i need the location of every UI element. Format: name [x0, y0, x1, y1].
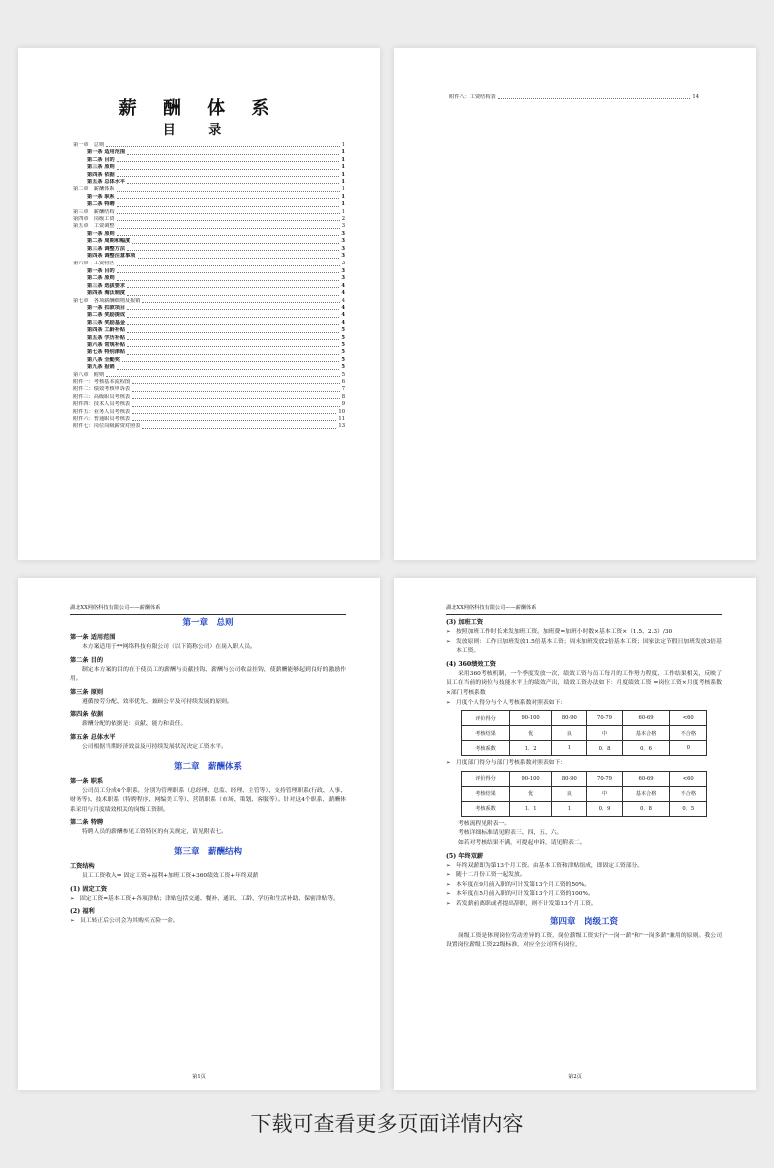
table-row: [462, 741, 707, 756]
bullet-item: ➢ 固定工资=基本工资+各项津贴；津贴包括交通、餐补、通讯、工龄、学历和生活补助、保密津贴等。: [70, 895, 346, 905]
paragraph: 如若对考核结果不满，可提起申诉，请见附表二。: [458, 839, 586, 846]
toc-entry[interactable]: [73, 164, 345, 171]
toc-entry-page: 5: [341, 356, 345, 363]
table-cell: <60: [670, 771, 707, 786]
table-cell: 评价得分: [462, 771, 510, 786]
toc-entry[interactable]: [73, 283, 345, 290]
toc-entry-page: 1: [341, 171, 345, 178]
table-cell: 1．1: [509, 801, 551, 816]
toc-entry-page: 1: [341, 156, 345, 163]
toc-entry[interactable]: [73, 246, 345, 253]
table-cell: 90-100: [509, 771, 551, 786]
toc-entry-page: 1: [341, 179, 345, 186]
toc-entry-page: 3: [341, 245, 345, 252]
toc-leader-dots: [117, 176, 340, 177]
department-coefficient-table: [461, 771, 707, 817]
table-cell: 不合格: [670, 786, 707, 801]
toc-leader-dots: [127, 324, 339, 325]
toc-entry[interactable]: [73, 179, 345, 186]
toc-entry[interactable]: [73, 357, 345, 364]
toc-entry-page: 1: [341, 201, 345, 208]
toc-leader-dots: [132, 406, 340, 407]
section-heading: (3) 加班工资: [446, 619, 484, 626]
toc-entry[interactable]: [73, 186, 345, 193]
table-cell: 基本合格: [622, 786, 670, 801]
table-cell: 不合格: [670, 726, 707, 741]
doc-page-3: [18, 578, 380, 1090]
toc-entry[interactable]: [73, 312, 345, 319]
toc-entry-label: 第一条 职系: [87, 193, 115, 200]
table-cell: 90-100: [509, 711, 551, 726]
bullet-item: ➢ 本年度在5月前入职的可计发第13个月工资的100%。: [446, 890, 722, 900]
toc-entry-page: 5: [341, 364, 345, 371]
bullet-item: ➢ 本年度在9月前入职的可计发第13个月工资的50%。: [446, 881, 722, 891]
toc-entry[interactable]: [73, 320, 345, 327]
page-number: 第2页: [568, 1074, 582, 1080]
table-cell: 0．8: [622, 801, 670, 816]
toc-leader-dots: [127, 309, 339, 310]
toc-entry[interactable]: [73, 142, 345, 149]
toc-entry-label: 第四条 依据: [87, 171, 115, 178]
paragraph: 员工工资收入= 固定工资+福利+加班工资+360绩效工资+年终双薪: [82, 872, 259, 879]
toc-entry[interactable]: [73, 223, 345, 230]
toc-leader-dots: [127, 287, 339, 288]
toc-entry-label: 第一章 总则: [73, 142, 105, 148]
toc-entry-page: 5: [341, 327, 345, 334]
toc-entry-label: 第三条 选拔要求: [87, 282, 126, 289]
table-cell: 70-79: [587, 771, 622, 786]
download-caption: 下载可查看更多页面详情内容: [250, 1112, 524, 1136]
bullet-item: ➢ 月度部门得分与部门考核系数对照表如下：: [446, 759, 722, 769]
chapter-heading: 第一章 总则: [182, 618, 234, 628]
paragraph: 公司根据当期经济效益及可持续发展状况决定工资水平。: [82, 743, 227, 750]
doc-page-1: [18, 48, 380, 560]
toc-entry[interactable]: [73, 290, 345, 297]
toc-entry-label: 第四条 工龄补贴: [87, 327, 126, 334]
toc-entry-label: 第二章 薪酬体系: [73, 186, 115, 193]
paragraph: 薪酬分配的依据是：贡献、能力和责任。: [82, 721, 187, 728]
toc-entry-label: 第二条 奖励提成: [87, 312, 126, 319]
toc-entry-label: 第八章 附则: [73, 371, 105, 378]
bullet-item: ➢ 发放原则：工作日加班发放1.5倍基本工资；周末加班发放2倍基本工资；国家法定节假日加班发放3倍基本工资。: [446, 638, 722, 657]
toc-entry-page: 4: [341, 304, 345, 311]
table-cell: 60-69: [622, 771, 670, 786]
article-heading: 第五条 总体水平: [70, 733, 116, 741]
toc-entry-page: 8: [341, 393, 345, 400]
toc-entry-label: 第五章 工资调整: [73, 223, 115, 230]
toc-entry[interactable]: [73, 372, 345, 379]
toc-entry[interactable]: [73, 209, 345, 216]
table-cell: 优: [509, 726, 551, 741]
table-cell: 中: [587, 786, 622, 801]
toc-leader-dots: [117, 169, 340, 170]
table-cell: 0．9: [587, 801, 622, 816]
toc-entry-page: 5: [341, 341, 345, 348]
toc-entry[interactable]: [73, 342, 345, 349]
chapter-heading: 第三章 薪酬结构: [173, 846, 242, 857]
toc-entry-page: 13: [338, 423, 345, 430]
toc-leader-dots: [117, 206, 340, 207]
bullet-item: ➢ 若发薪前离职或者提出辞职，则不计发第13个月工资。: [446, 900, 722, 910]
running-header: 湖北XX网络科技有限公司——薪酬体系: [446, 605, 722, 615]
bullet-item: ➢ 员工转正后公司会为其购买五险一金。: [70, 917, 346, 927]
table-cell: 80-90: [552, 711, 587, 726]
bullet-item: ➢ 按照加班工作时长来发加班工资。加班费=加班小时数×基本工资×（1.5、2.3）/30: [446, 628, 722, 638]
bullet-item: ➢ 随十二月份工资一起发放。: [446, 871, 722, 881]
paragraph: 岗级工资是体现岗位劳动差异的工资，岗位薪级工资实行"一岗一薪"和"一岗多薪"兼用的原则。我公司设置岗位薪级工资22级标准，对应全公司所有岗位，: [446, 932, 722, 949]
toc-leader-dots: [132, 398, 340, 399]
toc-entry[interactable]: [73, 157, 345, 164]
toc-leader-dots: [122, 361, 339, 362]
toc-entry-page: 6: [341, 379, 345, 385]
personal-coefficient-table: [461, 710, 707, 756]
toc-leader-dots: [117, 265, 340, 266]
toc-leader-dots: [117, 213, 340, 214]
toc-entry-label: 附件七：岗位岗级薪资对照表: [73, 423, 141, 430]
toc-leader-dots: [117, 235, 340, 236]
toc-entry-page: 3: [341, 238, 345, 245]
toc-entry-label: 第一条 目的: [87, 267, 115, 274]
table-cell: 考核结果: [462, 786, 510, 801]
table-cell: 0: [670, 741, 707, 756]
table-cell: <60: [670, 711, 707, 726]
toc-entry-page: 5: [341, 371, 345, 378]
toc-entry[interactable]: [73, 261, 345, 268]
toc-entry-label: 第二条 原则: [87, 275, 115, 282]
toc-entry[interactable]: [73, 394, 345, 401]
toc-entry-label: 附件五：业务人员考核表: [73, 408, 131, 415]
table-cell: 良: [552, 786, 587, 801]
toc-entry-page: 3: [341, 223, 345, 230]
page-number: 第1页: [192, 1074, 206, 1080]
toc-entry-page: 7: [341, 386, 345, 393]
toc-entry-label: 附件二：绩效考核申诉表: [73, 386, 131, 393]
table-row: [462, 726, 707, 741]
table-row: [462, 771, 707, 786]
table-cell: 70-79: [587, 711, 622, 726]
toc-leader-dots: [127, 183, 339, 184]
toc-entry-page: 11: [338, 416, 345, 423]
toc-entry-label: 附件三：高级职员考核表: [73, 393, 131, 400]
toc-entry-page: 2: [341, 216, 345, 223]
doc-page-2: [394, 48, 756, 560]
toc-leader-dots: [132, 383, 340, 384]
toc-leader-dots: [106, 146, 340, 147]
table-row: [462, 801, 707, 816]
toc-entry-page: 3: [341, 275, 345, 282]
section-heading: (4) 360绩效工资: [446, 660, 496, 668]
toc-entry-label: 第二条 周期和幅度: [87, 238, 131, 245]
toc-leader-dots: [132, 243, 339, 244]
running-header: 湖北XX网络科技有限公司——薪酬体系: [70, 605, 346, 615]
table-row: [462, 786, 707, 801]
toc-entry-page: 4: [341, 282, 345, 289]
toc-entry[interactable]: [73, 409, 345, 416]
toc-entry-label: 第四章 岗级工资: [73, 216, 115, 223]
toc-entry[interactable]: [73, 231, 345, 238]
toc-entry-page: 1: [341, 164, 345, 171]
toc-leader-dots: [117, 161, 340, 162]
toc-entry[interactable]: [73, 423, 345, 430]
toc-entry-label: 第七章 各项薪酬细则及报销: [73, 297, 141, 304]
doc-title: 薪 酬 体 系: [118, 98, 280, 119]
toc-entry-label: 第一条 原则: [87, 230, 115, 237]
toc-entry[interactable]: [73, 335, 345, 342]
toc-entry-label: 第三条 原则: [87, 164, 115, 171]
toc-entry-page: 1: [341, 149, 345, 156]
toc-leader-dots: [127, 354, 339, 355]
toc-entry-page: 3: [341, 253, 345, 260]
section-heading: (1) 固定工资: [70, 885, 108, 893]
toc-entry-label: 第五条 学历补贴: [87, 334, 126, 341]
table-cell: 中: [587, 726, 622, 741]
toc-leader-dots: [106, 376, 340, 377]
toc-entry-label: 附件一：考核基本流程图: [73, 379, 131, 385]
toc-leader-dots: [117, 369, 340, 370]
table-cell: 80-90: [552, 771, 587, 786]
toc-entry-label: 第九条 报销: [87, 364, 115, 371]
table-cell: 基本合格: [622, 726, 670, 741]
table-cell: 考核系数: [462, 741, 510, 756]
table-cell: 考核系数: [462, 801, 510, 816]
toc-entry-page: 14: [692, 94, 699, 100]
toc-entry[interactable]: [73, 172, 345, 179]
chapter-heading: 第四章 岗级工资: [549, 916, 618, 927]
paragraph: 本方案适用于**网络科技有限公司（以下简称公司）在岗入职人员。: [82, 644, 256, 650]
toc-entry-label: 第三章 薪酬结构: [73, 208, 115, 215]
table-cell: 0．5: [670, 801, 707, 816]
toc-leader-dots: [132, 413, 336, 414]
toc-entry-label: 第二条 特聘: [87, 201, 115, 208]
toc-leader-dots: [132, 391, 340, 392]
page-body: [70, 615, 346, 927]
toc-entry[interactable]: [73, 149, 345, 156]
paragraph: 考核详细标准请见附表三、四、五、六。: [458, 830, 563, 837]
table-cell: 60-69: [622, 711, 670, 726]
table-cell: 评价得分: [462, 711, 510, 726]
toc-entry-label: 附件八：工资结构表: [449, 94, 496, 100]
table-cell: 1: [552, 741, 587, 756]
table-of-contents: [73, 142, 345, 431]
section-heading: 工资结构: [70, 862, 95, 870]
toc-entry-label: 第二条 目的: [87, 156, 115, 163]
toc-entry-page: 3: [341, 260, 345, 267]
toc-leader-dots: [127, 339, 339, 340]
toc-entry-page: 1: [341, 142, 345, 148]
toc-entry-label: 第五条 总体水平: [87, 179, 126, 186]
page-body: [446, 615, 722, 951]
toc-entry[interactable]: [73, 298, 345, 305]
table-cell: 1．2: [509, 741, 551, 756]
toc-leader-dots: [127, 250, 339, 251]
article-heading: 第一条 职系: [70, 777, 104, 785]
toc-entry-label: 第七条 特别津贴: [87, 349, 126, 356]
toc-entry-page: 4: [341, 312, 345, 319]
bullet-item: ➢ 月度个人得分与个人考核系数对照表如下：: [446, 699, 722, 709]
toc-entry-page: 9: [341, 401, 345, 408]
toc-entry-page: 1: [341, 208, 345, 215]
toc-entry[interactable]: [73, 201, 345, 208]
toc-entry[interactable]: [73, 416, 345, 423]
toc-entry-page: 4: [341, 319, 345, 326]
toc-entry-label: 第六章 工资特区: [73, 260, 115, 267]
table-cell: 良: [552, 726, 587, 741]
toc-entry-label: 第一条 扣款项目: [87, 304, 126, 311]
toc-entry[interactable]: [73, 401, 345, 408]
toc-entry-label: 第四条 调整注意事项: [87, 253, 136, 260]
toc-entry[interactable]: [73, 349, 345, 356]
paragraph: 考核流程见附表一。: [458, 820, 511, 827]
toc-entry-page: 4: [341, 290, 345, 297]
toc-leader-dots: [138, 258, 340, 259]
article-heading: 第三条 原则: [70, 688, 104, 696]
toc-leader-dots: [117, 220, 340, 221]
toc-entry[interactable]: [73, 364, 345, 371]
toc-leader-dots: [127, 317, 339, 318]
toc-entry[interactable]: [73, 238, 345, 245]
toc-entry-label: 附件六：普通职员考核表: [73, 416, 131, 423]
table-of-contents-continued: [449, 94, 699, 101]
toc-entry[interactable]: [73, 386, 345, 393]
toc-heading: 目 录: [162, 123, 236, 138]
table-row: [462, 711, 707, 726]
toc-entry[interactable]: [73, 305, 345, 312]
toc-leader-dots: [127, 346, 339, 347]
article-heading: 第一条 适用范围: [70, 634, 116, 641]
toc-leader-dots: [127, 295, 339, 296]
toc-leader-dots: [127, 332, 339, 333]
toc-leader-dots: [142, 428, 336, 429]
article-heading: 第二条 特聘: [70, 819, 104, 827]
toc-entry-label: 第三条 调整方法: [87, 245, 126, 252]
bullet-item: ➢ 年终双薪即为第13个月工资。由基本工资和津贴组成，即固定工资部分。: [446, 862, 722, 872]
toc-entry-label: 第四条 淘汰制度: [87, 290, 126, 297]
toc-entry[interactable]: [73, 379, 345, 386]
toc-leader-dots: [132, 420, 336, 421]
chapter-heading: 第二章 薪酬体系: [173, 761, 242, 772]
table-cell: 0．6: [622, 741, 670, 756]
table-cell: 考核结果: [462, 726, 510, 741]
toc-leader-dots: [498, 98, 691, 99]
toc-entry[interactable]: [73, 275, 345, 282]
toc-entry-page: 1: [341, 186, 345, 193]
toc-entry-page: 4: [341, 297, 345, 304]
toc-entry-page: 5: [341, 334, 345, 341]
paragraph: 公司员工分成4个职系，分别为管理职系（总经理、总监、经理、主管等）、支持管理职系(行政、人事、财务等)、技术职系（特聘程序、网编美工等）、营销职系（市场、策划、客服等）。针对这4个职系，薪酬体系采用与月度绩效相关的岗级工资制。: [70, 787, 346, 813]
toc-entry-page: 1: [341, 193, 345, 200]
toc-entry[interactable]: [73, 268, 345, 275]
toc-entry-page: 10: [338, 408, 345, 415]
toc-entry-label: 附件四：技术人员考核表: [73, 401, 131, 408]
toc-entry[interactable]: [73, 253, 345, 260]
toc-leader-dots: [142, 302, 339, 303]
toc-entry-label: 第六条 常规补贴: [87, 341, 126, 348]
toc-entry-page: 3: [341, 230, 345, 237]
toc-leader-dots: [117, 272, 340, 273]
paragraph: 特聘人员的薪酬参见工资特区的有关规定，请见附表七。: [82, 829, 227, 836]
toc-leader-dots: [117, 280, 340, 281]
toc-entry-page: 5: [341, 349, 345, 356]
toc-entry[interactable]: [449, 94, 699, 101]
section-heading: (2) 福利: [70, 908, 95, 916]
paragraph: 制定本方案的目的在于使员工的薪酬与贡献挂钩、薪酬与公司收益挂钩，使薪酬能够起到良好的激励作用。: [70, 666, 346, 683]
paragraph: 遵循按劳分配、效率优先、兼顾公平及可持续发展的原则。: [82, 698, 233, 705]
table-cell: 1: [552, 801, 587, 816]
table-cell: 0．8: [587, 741, 622, 756]
toc-leader-dots: [117, 191, 340, 192]
paragraph: 采用360考核机制，一个季度发放一次，绩效工资与员工每月的工作努力程度、工作结果相关，反映了员工在当前的岗位与技能水平上的绩效产出，绩效工资办法如下：月度绩效工资 =岗位工资×月度考核系数×部门考核系数: [446, 670, 722, 696]
toc-entry[interactable]: [73, 216, 345, 223]
toc-entry-label: 第三条 奖励基金: [87, 319, 126, 326]
toc-entry-page: 3: [341, 267, 345, 274]
table-cell: 优: [509, 786, 551, 801]
toc-leader-dots: [117, 198, 340, 199]
toc-leader-dots: [127, 154, 339, 155]
article-heading: 第四条 依据: [70, 711, 104, 719]
toc-entry-label: 第八条 全勤奖: [87, 356, 120, 363]
toc-entry[interactable]: [73, 194, 345, 201]
toc-entry[interactable]: [73, 327, 345, 334]
section-heading: (5) 年终双薪: [446, 852, 484, 860]
doc-page-4: [394, 578, 756, 1090]
toc-entry-label: 第一条 适用范围: [87, 149, 126, 156]
toc-leader-dots: [117, 228, 340, 229]
article-heading: 第二条 目的: [70, 656, 104, 664]
